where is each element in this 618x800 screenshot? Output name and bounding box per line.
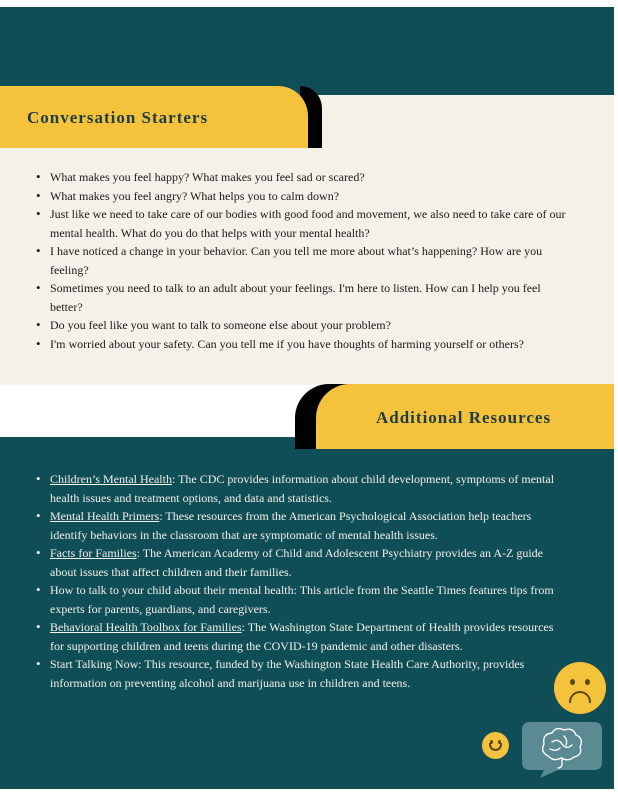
list-item: • Do you feel like you want to talk to someone else about your problem? [36,316,576,335]
mental-health-primers-link[interactable]: Mental Health Primers [50,509,160,523]
list-item [36,470,566,507]
resource-description: Start Talking Now: This resource, funded by the Washington State Health Care Authority, provides information on preventing alcohol and marijuana use in children and teens. [50,657,525,690]
resource-description: : The CDC provides information about child development, symptoms of mental health issues and treatment options, and data and statistics. [50,472,555,505]
list-item [36,507,566,544]
resource-description: : These resources from the American Psychological Association help teachers identify behaviors in the classroom that are symptomatic of mental health issues. [50,509,532,542]
list-item: • I'm worried about your safety. Can you tell me if you have thoughts of harming yourself or others? [36,335,576,354]
list-item [36,581,566,618]
childrens-mental-health-link[interactable]: Children’s Mental Health [50,472,172,486]
conversation-starters-heading: Conversation Starters [27,108,209,127]
happy-face-icon [482,732,509,759]
list-item: • Sometimes you need to talk to an adult about your feelings. I'm here to listen. How can I help you feel better? [36,279,576,316]
additional-resources-heading: Additional Resources [376,408,552,427]
list-item [36,618,566,655]
list-item: • Just like we need to take care of our bodies with good food and movement, we also need to take care of our mental health. What do you do that helps with your mental health? [36,205,576,242]
resource-description: : The Washington State Department of Health provides resources for supporting children and teens during the COVID-19 pandemic and other disasters. [50,620,554,653]
list-item: • What makes you feel angry? What helps you to calm down? [36,187,576,206]
list-item: • What makes you feel happy? What makes you feel sad or scared? [36,168,576,187]
list-item [36,655,566,692]
list-item: • I have noticed a change in your behavior. Can you tell me more about what’s happening? How are you feeling? [36,242,576,279]
conversation-starters-list [36,168,576,353]
sad-face-icon [554,662,606,714]
behavioral-health-toolbox-link[interactable]: Behavioral Health Toolbox for Families [50,620,242,634]
list-item [36,544,566,581]
additional-resources-list [36,470,566,692]
resource-description: How to talk to your child about their mental health: This article from the Seattle Times features tips from experts for parents, guardians, and caregivers. [50,583,554,616]
speech-bubble-brain-icon [518,718,606,780]
resource-description: : The American Academy of Child and Adolescent Psychiatry provides an A-Z guide about issues that affect children and their families. [50,546,544,579]
facts-for-families-link[interactable]: Facts for Families [50,546,137,560]
